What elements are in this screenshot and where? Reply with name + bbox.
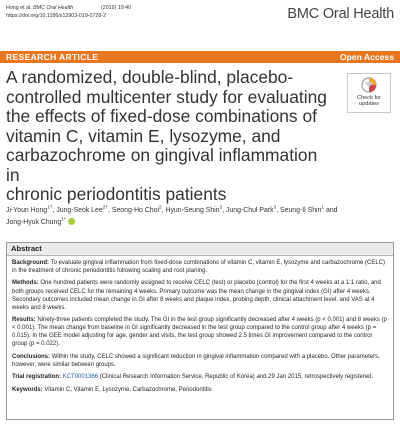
citation-block — [6, 5, 132, 20]
abstract-results — [12, 316, 388, 348]
background-text: To evaluate gingival inflammation from fixed-dose combinations of vitamin C, vitamin E, lysozyme and carbazochrome (CELC) in the treatment of chronic periodontitis following scaling and root planing. — [12, 260, 386, 275]
author-affiliation-mark: 3 — [273, 205, 277, 211]
abstract-background — [12, 259, 388, 275]
article-type-ribbon — [0, 51, 400, 63]
author-affiliation-mark: 1† — [47, 205, 53, 211]
keywords-text: Vitamin C, Vitamin E, Lysozyme, Carbazochrome, Periodontitis — [44, 386, 212, 393]
results-label: Results: — [12, 317, 36, 324]
check-for-updates-icon — [361, 77, 377, 93]
citation-journal: BMC Oral Health — [33, 5, 74, 11]
author-name[interactable]: Ji-Youn Hong — [6, 207, 48, 214]
abstract-keywords — [12, 386, 388, 394]
author-name[interactable]: Seung-Il Shin — [280, 207, 322, 214]
registration-text: (Clinical Research Information Service, Republic of Korea) and 29 Jan 2015, retrospectively registered. — [98, 374, 374, 381]
registration-label: Trial registration: — [12, 374, 62, 381]
check-for-updates-label: Check for updates — [357, 95, 381, 108]
orcid-icon[interactable] — [68, 218, 75, 225]
abstract-trial-registration — [12, 373, 388, 381]
author-name[interactable]: Jung-Chul Park — [226, 207, 274, 214]
results-text: Ninety-three patients completed the study. The GI in the test group significantly decreased after 4 weeks (p < 0.001) and 8 weeks (p < 0.001). The mean change from baseline in GI significantly decreased in the test group compared to the control group after 4 weeks (p = 0.015). In the GEE model adjusting for age, gender and visits, the test group showed 2.5 times GI improvement compared to the control group (p = 0.022). — [12, 317, 387, 348]
title-line: A randomized, double-blind, placebo- — [6, 67, 294, 87]
author-affiliation-mark: 3 — [219, 205, 223, 211]
abstract-body — [7, 256, 393, 394]
author-list: Ji-Youn Hong$^{1\dagger}$, Jung-Seok Lee$^{2\dagger}$, Seong-Ho Choi$^2$, Hyun-Seung Shin$^3$, Jung-Chul Park$^3$, Seung-Il Shin$^1$ and Jong-Hyuk Chung$^{1*}$ — [6, 205, 338, 226]
registration-link[interactable]: KCT0001366 — [62, 374, 99, 381]
abstract-methods — [12, 279, 388, 311]
title-line: controlled multicenter study for evaluating — [6, 86, 327, 107]
citation-authors: Hong et al. — [6, 5, 32, 11]
methods-text: One hundred patients were randomly assigned to receive CELC (test) or placebo (control) for the first 4 weeks at a 1:1 ratio, and both groups received CELC for the remaining 4 weeks. Primary outcome was the mean change in the gingival index (GI) after 4 weeks. Secondary outcomes included mean change in GI after 8 weeks and plaque index, probing depth, clinical attachment level, and VAS at 4 weeks and 8 weeks. — [12, 280, 381, 311]
author-affiliation-mark: 2 — [158, 205, 162, 211]
citation-year-volume: (2019) 19:40 — [101, 5, 132, 11]
methods-label: Methods: — [12, 280, 39, 287]
journal-brand: BMC Oral Health — [287, 6, 394, 22]
title-line: the effects of fixed-dose combinations of — [6, 106, 317, 126]
author-affiliation-mark: 1* — [61, 217, 66, 223]
keywords-label: Keywords: — [12, 386, 43, 393]
abstract-heading: Abstract — [7, 243, 393, 256]
author-affiliation-mark: 2† — [102, 205, 109, 211]
article-title — [6, 68, 331, 205]
author-name[interactable]: Jung-Seok Lee — [56, 207, 103, 214]
title-line: chronic periodontitis patients — [6, 184, 227, 204]
background-label: Background: — [12, 260, 50, 266]
abstract-conclusions — [12, 353, 388, 369]
author-affiliation-mark: 1 — [321, 205, 325, 211]
page-header — [6, 4, 394, 30]
author-name[interactable]: Seong-Ho Choi — [111, 207, 159, 214]
check-for-updates-badge[interactable] — [347, 73, 391, 113]
article-type-label: RESEARCH ARTICLE — [6, 52, 99, 62]
conclusions-label: Conclusions: — [12, 353, 51, 360]
author-name[interactable]: Jong-Hyuk Chung — [6, 219, 62, 226]
author-name[interactable]: Hyun-Seung Shin — [165, 207, 220, 214]
doi-link[interactable]: https://doi.org/10.1186/s12903-019-0728-2 — [6, 12, 107, 19]
abstract-box — [6, 242, 394, 420]
title-line: carbazochrome on gingival inflammation in — [6, 145, 318, 185]
title-line: vitamin C, vitamin E, lysozyme, and — [6, 125, 281, 146]
conclusions-text: Within the study, CELC showed a significant reduction in gingival inflammation compared with a placebo. Other parameters, however, were similar between groups. — [12, 353, 380, 368]
open-access-label: Open Access — [339, 52, 394, 62]
